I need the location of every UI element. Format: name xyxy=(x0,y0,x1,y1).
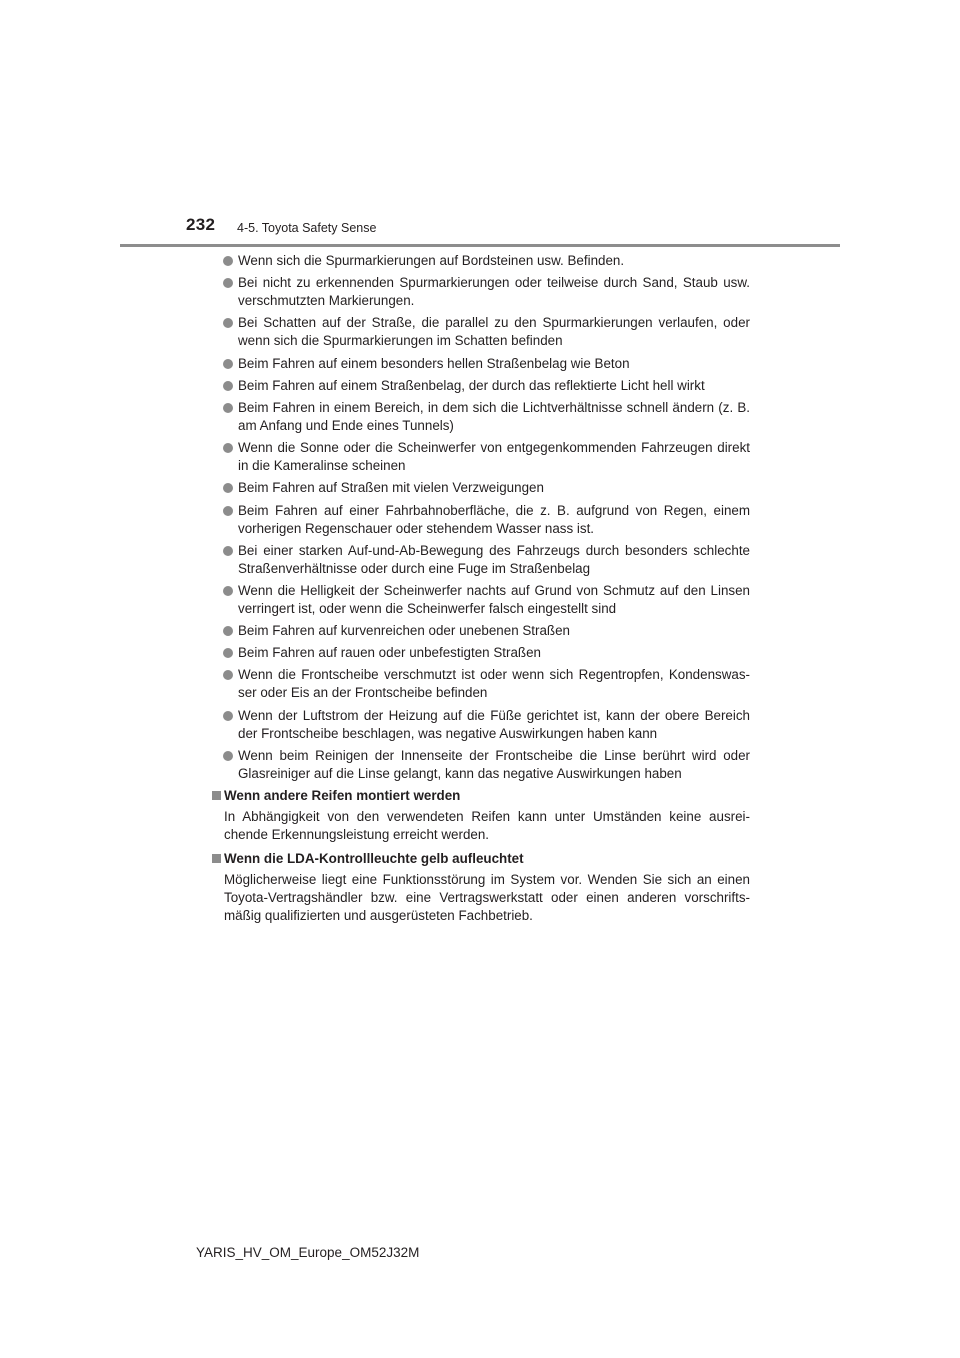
bullet-text: Wenn sich die Spurmarkierungen auf Bordsteinen usw. Befinden. xyxy=(238,253,625,268)
square-bullet-icon xyxy=(212,791,221,800)
subsection-heading xyxy=(210,850,750,868)
bullet-text: Beim Fahren auf rauen oder unbefestigten Straßen xyxy=(238,645,541,661)
header-rule xyxy=(120,244,840,247)
bullet-dot-icon xyxy=(223,278,233,288)
bullet-text: Beim Fahren auf einem besonders hellen Straßenbelag wie Beton xyxy=(238,355,630,371)
bullet-text: Beim Fahren auf Straßen mit vielen Verzweigungen xyxy=(238,480,544,496)
bullet-text: Bei einer starken Auf-und-Ab-Bewegung des Fahrzeugs durch besonders schlechte Straßenverhältnisse oder durch eine Fuge im Straßenbelag xyxy=(238,542,750,576)
bullet-dot-icon xyxy=(223,670,233,680)
bullet-dot-icon xyxy=(223,403,233,413)
subsection-lda-warning xyxy=(210,850,750,925)
footer-doc-code: YARIS_HV_OM_Europe_OM52J32M xyxy=(196,1245,420,1260)
bullet-item xyxy=(210,747,750,783)
bullet-dot-icon xyxy=(223,506,233,516)
bullet-text: Bei nicht zu erkennenden Spurmarkierungen oder teilweise durch Sand, Staub usw. verschmutzten Markierungen. xyxy=(238,275,750,309)
bullet-text: Bei Schatten auf der Straße, die parallel zu den Spurmarkierungen verlaufen, oder wenn sich die Spurmarkierungen im Schatten befinden xyxy=(238,315,750,349)
bullet-item xyxy=(210,252,750,270)
bullet-dot-icon xyxy=(223,626,233,636)
page-number: 232 xyxy=(186,215,216,234)
subsection-heading xyxy=(210,787,750,805)
subsection-body: Möglicherweise liegt eine Funktionsstörung im System vor. Wenden Sie sich an einen Toyota-Vertragshändler bzw. eine Vertragswerkstatt oder einen anderen vorschrifts-mäßig qualifizierten und ausgerüsteten Fachbetrieb. xyxy=(224,872,750,923)
bullet-text: Beim Fahren auf einer Fahrbahnoberfläche, die z. B. aufgrund von Regen, einem vorherigen Regenschauer oder stehendem Wasser nass ist. xyxy=(238,502,750,536)
bullet-text: Beim Fahren auf einem Straßenbelag, der durch das reflektierte Licht hell wirkt xyxy=(238,377,705,393)
bullet-item xyxy=(210,399,750,435)
bullet-item xyxy=(210,274,750,310)
bullet-item xyxy=(210,502,750,538)
bullet-item xyxy=(210,582,750,618)
bullet-text: Beim Fahren auf kurvenreichen oder unebenen Straßen xyxy=(238,623,570,639)
bullet-text: Wenn die Frontscheibe verschmutzt ist oder wenn sich Regentropfen, Kondenswas-ser oder Eis an der Frontscheibe befinden xyxy=(238,667,750,701)
bullet-dot-icon xyxy=(223,318,233,328)
bullet-item xyxy=(210,542,750,578)
bullet-text: Wenn die Sonne oder die Scheinwerfer von entgegenkommenden Fahrzeugen direkt in die Kameralinse scheinen xyxy=(238,440,750,474)
bullet-dot-icon xyxy=(223,711,233,721)
bullet-dot-icon xyxy=(223,648,233,658)
bullet-text: Wenn beim Reinigen der Innenseite der Frontscheibe die Linse berührt wird oder Glasreiniger auf die Linse gelangt, kann das negative Auswirkungen haben xyxy=(238,747,750,781)
bullet-text: Wenn die Helligkeit der Scheinwerfer nachts auf Grund von Schmutz auf den Linsen verringert ist, oder wenn die Scheinwerfer falsch eingestellt sind xyxy=(238,582,750,616)
bullet-dot-icon xyxy=(223,381,233,391)
bullet-item xyxy=(210,666,750,702)
section-title: 4-5. Toyota Safety Sense xyxy=(237,221,377,235)
bullet-dot-icon xyxy=(223,359,233,369)
square-bullet-icon xyxy=(212,854,221,863)
bullet-item xyxy=(210,707,750,743)
page-content xyxy=(210,252,750,931)
subsection-body: In Abhängigkeit von den verwendeten Reifen kann unter Umständen keine ausrei-chende Erkennungsleistung erreicht werden. xyxy=(224,809,750,842)
bullet-item xyxy=(210,479,750,497)
bullet-dot-icon xyxy=(223,751,233,761)
bullet-dot-icon xyxy=(223,546,233,556)
bullet-item xyxy=(210,644,750,662)
subsection-tires xyxy=(210,787,750,844)
subsection-heading-text: Wenn andere Reifen montiert werden xyxy=(224,788,461,803)
bullet-item xyxy=(210,314,750,350)
bullet-item xyxy=(210,622,750,640)
bullet-dot-icon xyxy=(223,483,233,493)
bullet-item xyxy=(210,355,750,373)
bullet-dot-icon xyxy=(223,256,233,266)
bullet-text: Wenn der Luftstrom der Heizung auf die Füße gerichtet ist, kann der obere Bereich der Frontscheibe beschlagen, was negative Auswirkungen haben kann xyxy=(238,707,750,741)
bullet-dot-icon xyxy=(223,586,233,596)
bullet-text: Beim Fahren in einem Bereich, in dem sich die Lichtverhältnisse schnell ändern (z. B. am Anfang und Ende eines Tunnels) xyxy=(238,399,750,433)
subsection-heading-text: Wenn die LDA-Kontrollleuchte gelb aufleuchtet xyxy=(224,851,524,866)
bullet-dot-icon xyxy=(223,443,233,453)
bullet-item xyxy=(210,439,750,475)
bullet-item xyxy=(210,377,750,395)
